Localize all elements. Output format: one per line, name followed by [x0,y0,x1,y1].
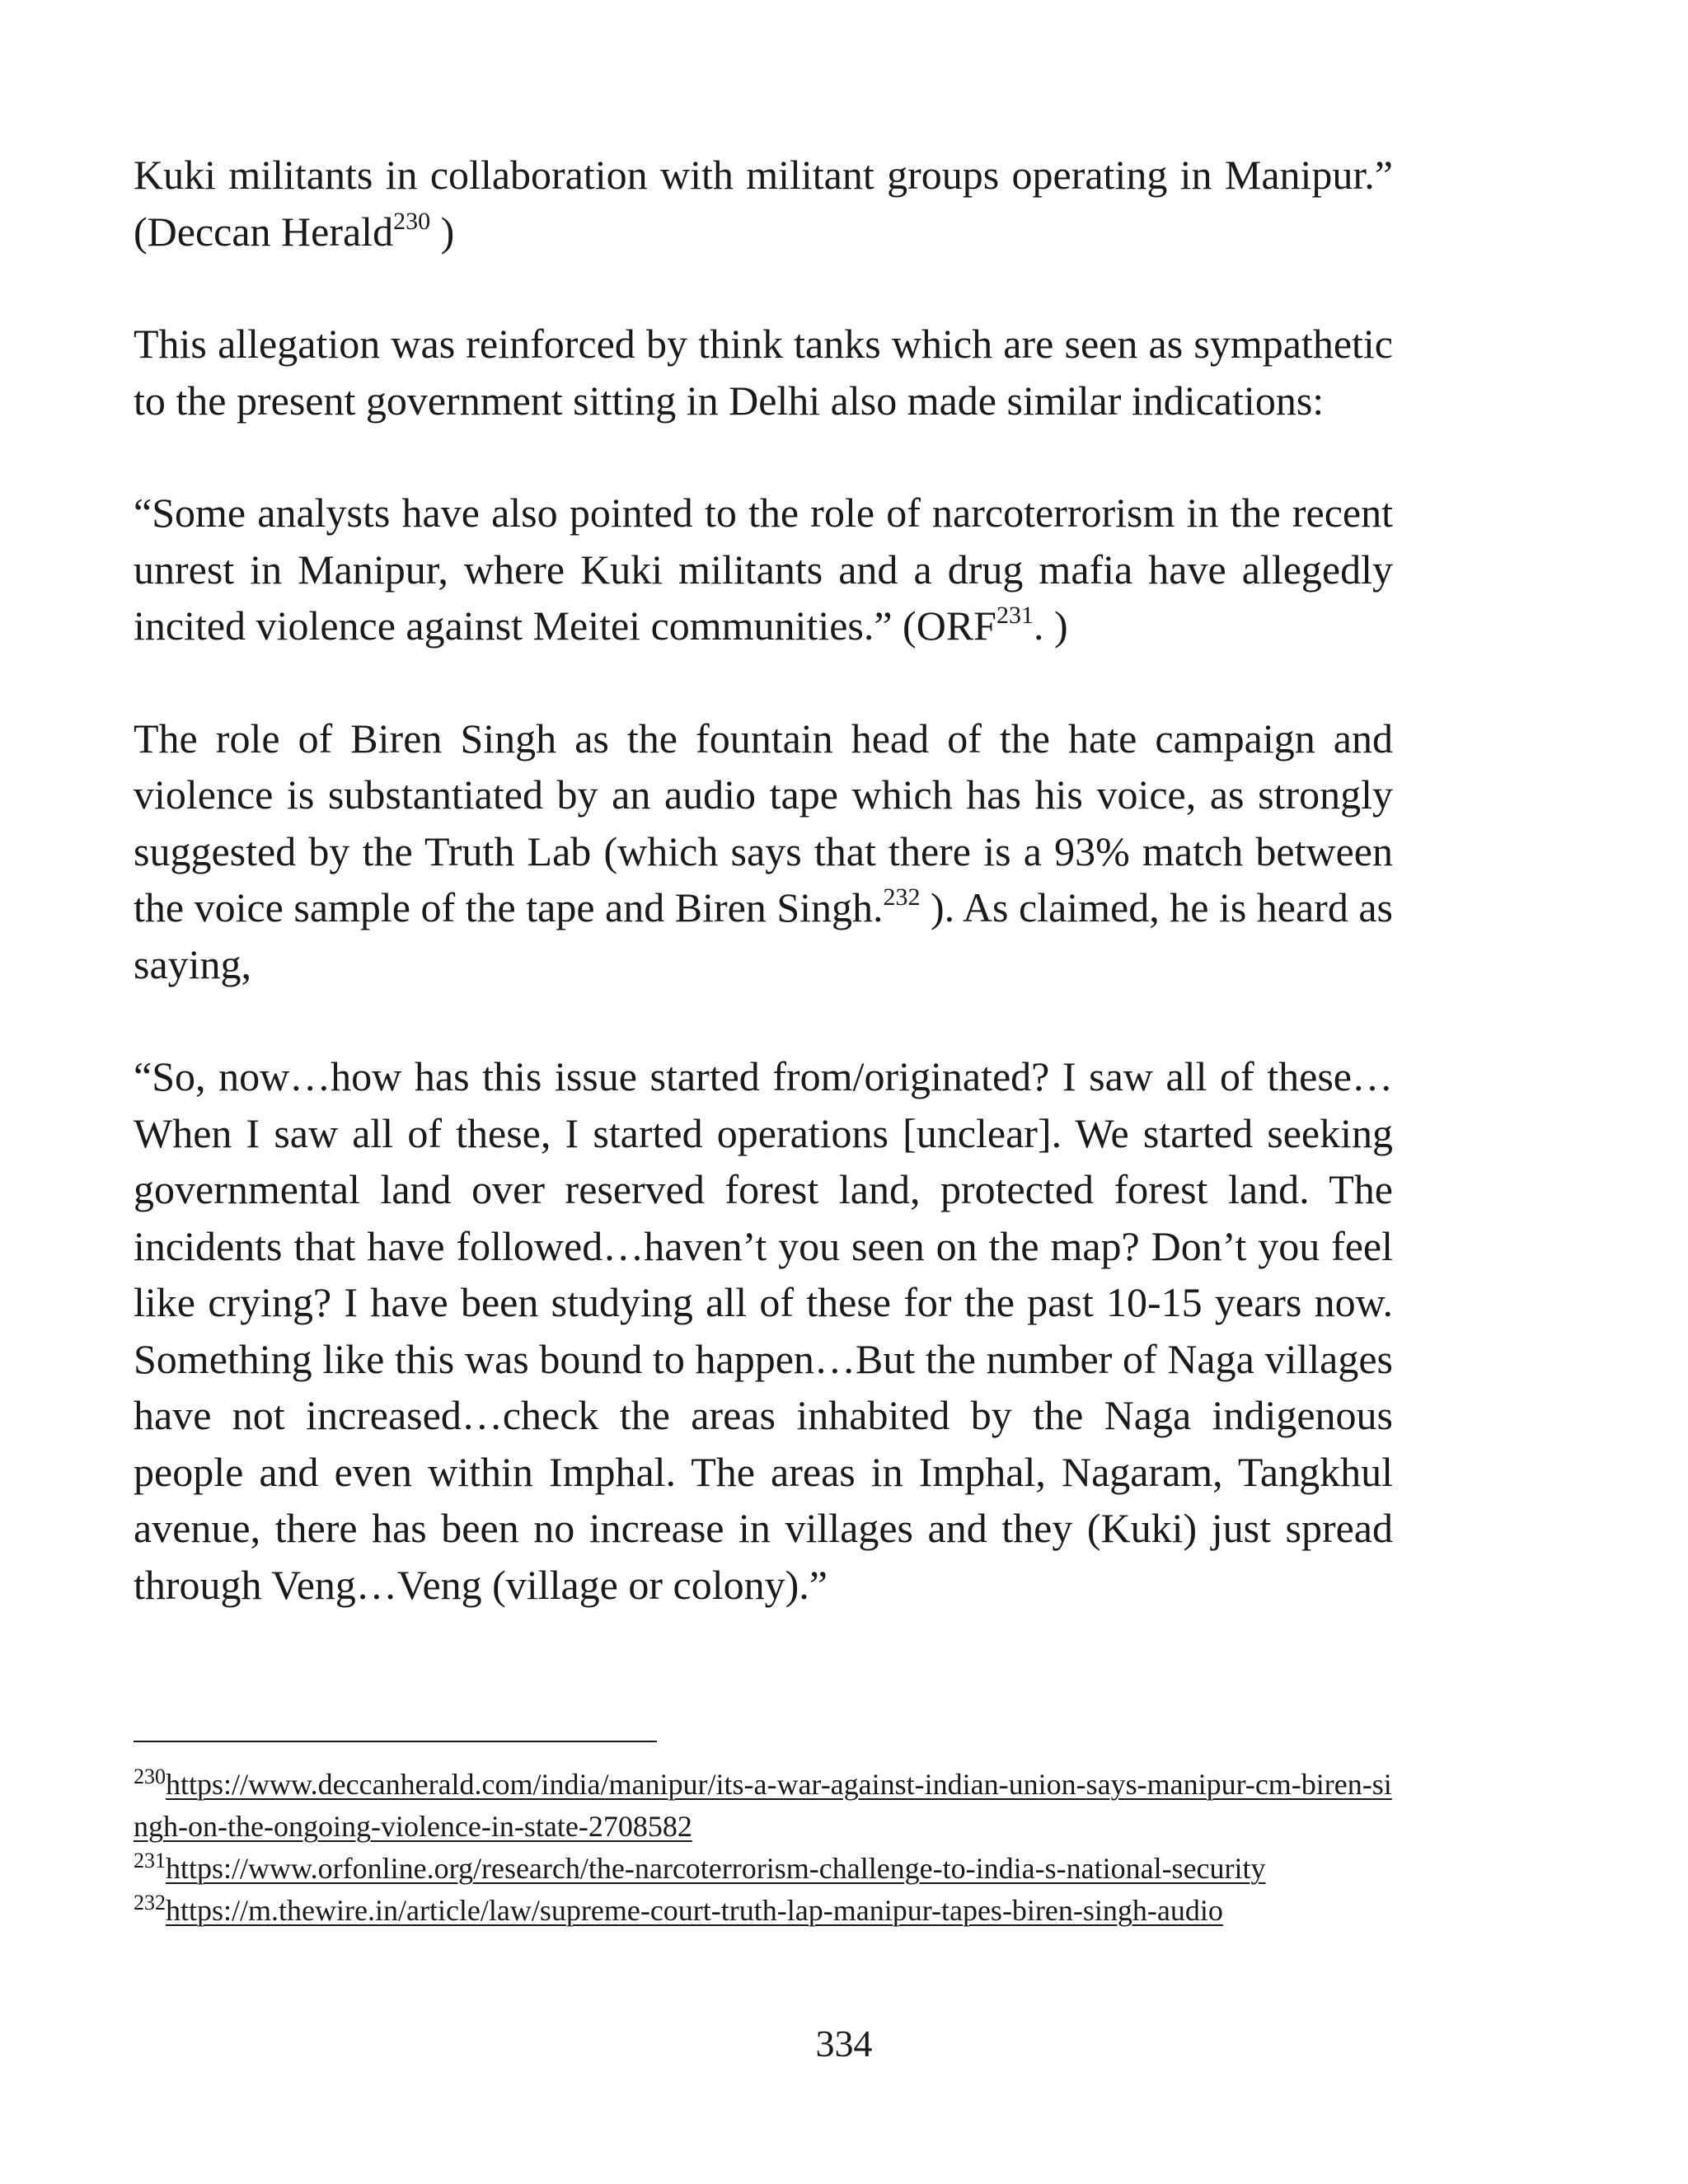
footnote-231 [134,1848,1393,1890]
footnote-ref-231[interactable]: 231 [996,602,1034,630]
footnote-ref-230[interactable]: 230 [393,207,431,235]
footnote-divider [134,1741,657,1742]
paragraph-1: Kuki militants in collaboration with militant groups operating in Manipur.” (Deccan Herald$^{230}$ ) [134,152,1393,255]
footnote-number: 231 [134,1849,166,1872]
footnote-ref-232[interactable]: 232 [883,883,921,912]
paragraph-3: “Some analysts have also pointed to the role of narcoterrorism in the recent unrest in Manipur, where Kuki militants and a drug mafia have allegedly incited violence against Meitei communities.” (ORF$^{231}$. ) [134,490,1393,649]
paragraph-4: The role of Biren Singh as the fountain head of the hate campaign and violence is substantiated by an audio tape which has his voice, as strongly suggested by the Truth Lab (which says that there is a 93% match between the voice sample of the tape and Biren Singh.$^{232}$ ). As claimed, he is heard as saying, [134,715,1393,987]
paragraph-5-quote: “So, now…how has this issue started from/originated? I saw all of these…When I saw all of these, I started operations [unclear]. We started seeking governmental land over reserved forest land, protected forest land. The incidents that have followed…haven’t you seen on the map? Don’t you feel like crying? I have been studying all of these for the past 10-15 years now. Something like this was bound to happen…But the number of Naga villages have not increased…check the areas inhabited by the Naga indigenous people and even within Imphal. The areas in Imphal, Nagaram, Tangkhul avenue, there has been no increase in villages and they (Kuki) just spread through Veng…Veng (village or colony).” [134,1053,1393,1608]
footnote-232 [134,1890,1393,1932]
paragraph-2: This allegation was reinforced by think tanks which are seen as sympathetic to the present government sitting in Delhi also made similar indications: [134,321,1393,424]
footnote-link-231[interactable]: https://www.orfonline.org/research/the-narcoterrorism-challenge-to-india-s-national-security [166,1852,1266,1885]
footnote-number: 230 [134,1765,166,1788]
footnote-230 [134,1764,1393,1848]
footnotes [134,1764,1393,1932]
page-body [134,147,1393,1669]
footnote-link-230[interactable]: https://www.deccanherald.com/india/manipur/its-a-war-against-indian-union-says-manipur-cm-biren-singh-on-the-ongoing-violence-in-state-2708582 [134,1768,1392,1843]
footnote-number: 232 [134,1891,166,1915]
footnote-link-232[interactable]: https://m.thewire.in/article/law/supreme-court-truth-lap-manipur-tapes-biren-singh-audio [166,1894,1223,1927]
page-number: 334 [815,2022,873,2064]
